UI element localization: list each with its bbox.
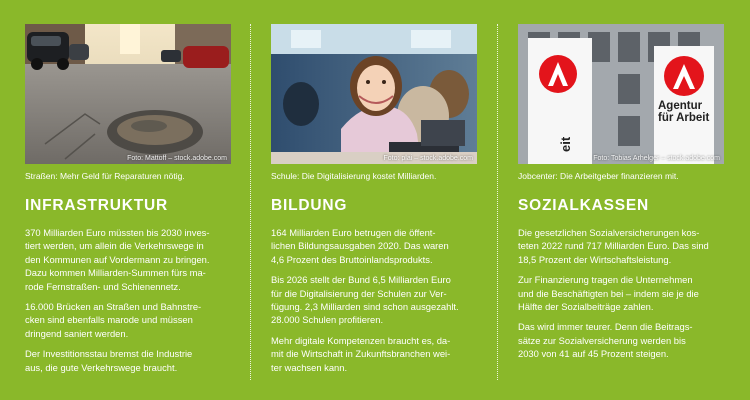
classroom-photo xyxy=(271,24,477,164)
section-heading: SOZIALKASSEN xyxy=(518,197,650,214)
section-heading: INFRASTRUKTUR xyxy=(25,197,168,214)
section-body xyxy=(271,226,477,374)
paragraph: 164 Milliarden Euro betrugen die öffent- lichen Bildungsausgaben 2020. Das waren 4,6 Prozent des Bruttoinlandsprodukts. xyxy=(271,227,449,265)
jobcenter-sign-photo xyxy=(518,24,724,164)
road-pothole-photo xyxy=(25,24,231,164)
photo-credit: Foto: Mattoff – stock.adobe.com xyxy=(127,155,227,162)
section-heading: BILDUNG xyxy=(271,197,348,214)
paragraph: Bis 2026 stellt der Bund 6,5 Milliarden Euro für die Digitalisierung der Schulen zur Ver- fügung. 2,3 Milliarden sind schon ausgezahlt. 28.000 Schulen profitieren. xyxy=(271,274,459,326)
paragraph: 370 Milliarden Euro müssten bis 2030 inves- tiert werden, um allein die Verkehrswege in den Kommunen auf Vordermann zu bringen. Dazu kommen Milliarden-Summen fürs ma- rode Fernstraßen- und Schienennetz. xyxy=(25,227,210,292)
paragraph: Der Investitionsstau bremst die Industrie aus, die gute Verkehrswege braucht. xyxy=(25,348,193,373)
section-body xyxy=(25,226,231,374)
paragraph: 16.000 Brücken an Straßen und Bahnstre- cken sind ebenfalls marode und müssen dringend saniert werden. xyxy=(25,301,202,339)
column-divider xyxy=(250,24,251,380)
photo-caption: Jobcenter: Die Arbeitgeber finanzieren mit. xyxy=(518,171,679,181)
photo-credit: Foto: Tobias Arhelger – stock.adobe.com xyxy=(593,155,720,162)
photo-credit: Foto: plai – stock.adobe.com xyxy=(383,155,473,162)
column-divider xyxy=(497,24,498,380)
column-bildung xyxy=(271,24,477,381)
column-sozialkassen xyxy=(518,24,724,368)
photo-caption: Straßen: Mehr Geld für Reparaturen nötig. xyxy=(25,171,185,181)
sign-text: Agentur für Arbeit xyxy=(658,100,710,124)
section-body xyxy=(518,226,724,361)
paragraph: Mehr digitale Kompetenzen braucht es, da- mit die Wirtschaft in Zukunftsbranchen wei- ter wachsen kann. xyxy=(271,334,451,373)
paragraph: Zur Finanzierung tragen die Unternehmen und die Beschäftigten bei – indem sie je die Hälfte der Sozialbeiträge zahlen. xyxy=(518,274,699,313)
photo-caption: Schule: Die Digitalisierung kostet Milliarden. xyxy=(271,171,437,181)
paragraph: Das wird immer teurer. Denn die Beitrags- sätze zur Sozialversicherung werden bis 2030 von 41 auf 45 Prozent steigen. xyxy=(518,321,693,360)
column-infrastruktur xyxy=(25,24,231,381)
paragraph: Die gesetzlichen Sozialversicherungen kos- teten 2022 rund 717 Milliarden Euro. Das sind 18,5 Prozent der Wirtschaftsleistung. xyxy=(518,227,709,265)
sign-side-text: eit xyxy=(558,136,573,152)
